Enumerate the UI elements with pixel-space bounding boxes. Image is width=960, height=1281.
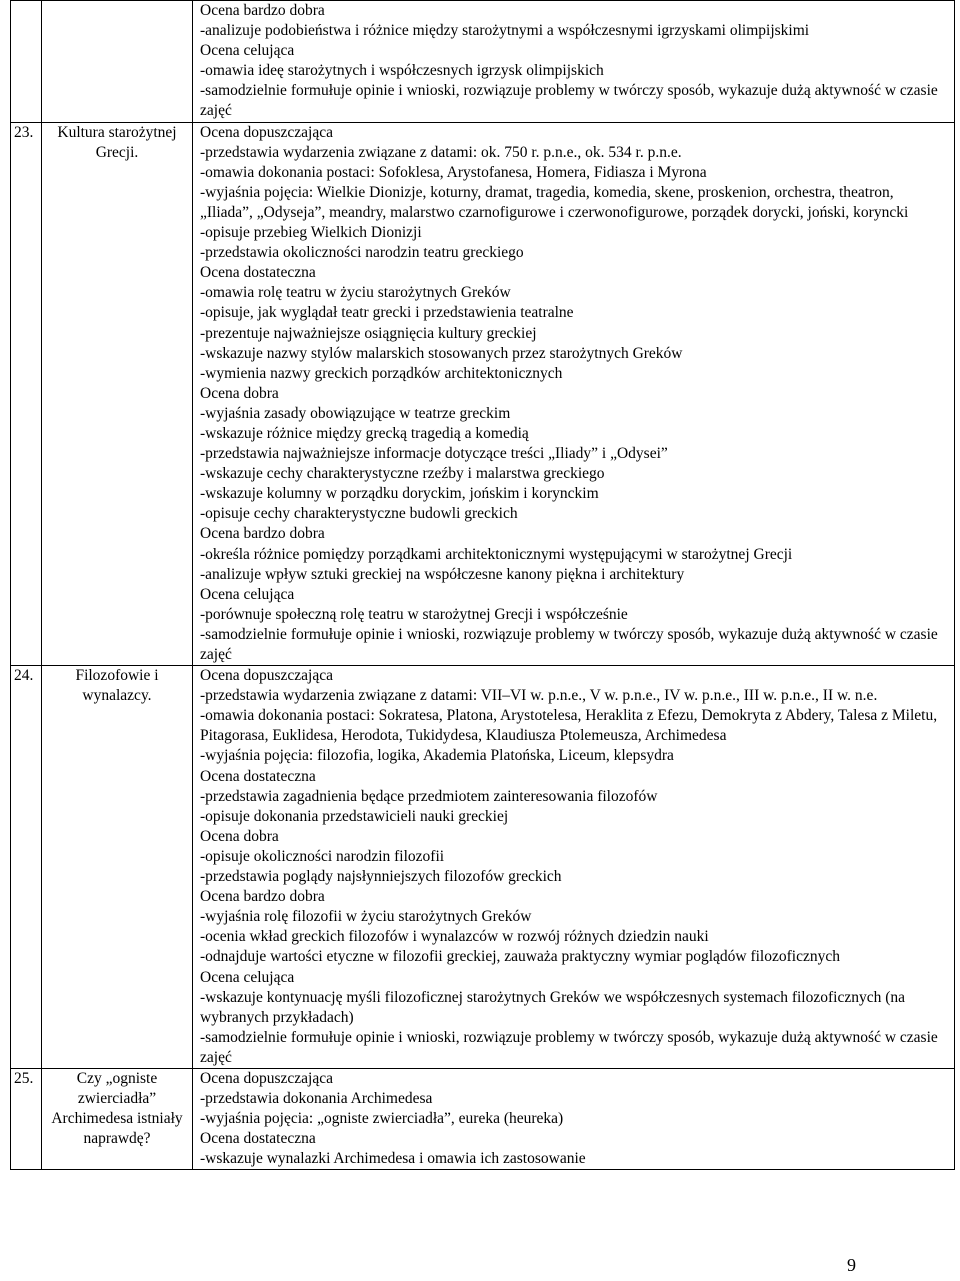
- requirement-item: -opisuje dokonania przedstawicieli nauki greckiej: [200, 807, 509, 825]
- grade-heading: Ocena dobra: [200, 384, 279, 402]
- requirement-item: -przedstawia najważniejsze informacje dotyczące treści „Iliady” i „Odysei”: [200, 445, 668, 463]
- requirement-item: -porównuje społeczną rolę teatru w starożytnej Grecji i współcześnie: [200, 605, 628, 623]
- curriculum-table: [10, 0, 955, 1170]
- requirement-item: -przedstawia wydarzenia związane z datami: VII–VI w. p.n.e., V w. p.n.e., IV w. p.n.e., III w. p.n.e., II w. n.e.: [200, 687, 878, 705]
- grade-heading: Ocena celująca: [200, 42, 295, 60]
- grade-heading: Ocena dostateczna: [200, 264, 316, 282]
- row-number: 23.: [11, 122, 42, 666]
- grade-heading: Ocena dostateczna: [200, 1130, 316, 1148]
- row-number: 25.: [11, 1068, 42, 1169]
- requirement-item: -prezentuje najważniejsze osiągnięcia kultury greckiej: [200, 324, 537, 342]
- requirement-item: -przedstawia dokonania Archimedesa: [200, 1090, 433, 1108]
- requirement-item: -wyjaśnia rolę filozofii w życiu starożytnych Greków: [200, 908, 532, 926]
- row-topic: Czy „ogniste zwierciadła” Archimedesa istniały naprawdę?: [42, 1068, 193, 1169]
- requirement-item: -określa różnice pomiędzy porządkami architektonicznymi występującymi w starożytnej Grecji: [200, 545, 793, 563]
- grade-heading: Ocena dostateczna: [200, 767, 316, 785]
- table-row: [11, 1068, 955, 1169]
- grade-heading: Ocena bardzo dobra: [200, 888, 325, 906]
- requirement-item: -opisuje cechy charakterystyczne budowli greckich: [200, 505, 518, 523]
- requirement-item: -samodzielnie formułuje opinie i wnioski, rozwiązuje problemy w twórczy sposób, wykazuje dużą aktywność w czasie zajęć: [200, 1028, 938, 1066]
- row-requirements: [193, 1068, 955, 1169]
- grade-heading: Ocena celująca: [200, 968, 295, 986]
- requirement-item: -wyjaśnia pojęcia: „ogniste zwierciadła”, eureka (heureka): [200, 1110, 564, 1128]
- grade-heading: Ocena dopuszczająca: [200, 123, 333, 141]
- requirement-item: -wskazuje nazwy stylów malarskich stosowanych przez starożytnych Greków: [200, 344, 683, 362]
- row-number: [11, 1, 42, 123]
- grade-heading: Ocena dopuszczająca: [200, 667, 333, 685]
- requirement-item: -wskazuje kolumny w porządku doryckim, jońskim i korynckim: [200, 485, 599, 503]
- requirement-item: -wskazuje cechy charakterystyczne rzeźby i malarstwa greckiego: [200, 465, 605, 483]
- requirement-item: -wymienia nazwy greckich porządków architektonicznych: [200, 364, 563, 382]
- requirement-item: -opisuje okoliczności narodzin filozofii: [200, 847, 445, 865]
- requirement-item: -samodzielnie formułuje opinie i wnioski, rozwiązuje problemy w twórczy sposób, wykazuje dużą aktywność w czasie zajęć: [200, 625, 938, 663]
- requirement-item: -omawia dokonania postaci: Sofoklesa, Arystofanesa, Homera, Fidiasza i Myrona: [200, 163, 707, 181]
- page-number: 9: [847, 1255, 856, 1275]
- requirement-item: -wyjaśnia zasady obowiązujące w teatrze greckim: [200, 404, 511, 422]
- requirement-item: -analizuje wpływ sztuki greckiej na współczesne kanony piękna i architektury: [200, 565, 685, 583]
- row-topic: [42, 1, 193, 123]
- row-topic: Filozofowie i wynalazcy.: [42, 666, 193, 1069]
- requirement-item: -omawia dokonania postaci: Sokratesa, Platona, Arystotelesa, Heraklita z Efezu, Demokryta z Abdery, Talesa z Miletu, Pitagorasa, Euklidesa, Herodota, Tukidydesa, Klaudiusza Ptolemeusza, Archimedesa: [200, 707, 938, 745]
- requirement-item: -opisuje przebieg Wielkich Dionizji: [200, 224, 422, 242]
- requirement-item: -omawia ideę starożytnych i współczesnych igrzysk olimpijskich: [200, 62, 604, 80]
- row-topic: Kultura starożytnej Grecji.: [42, 122, 193, 666]
- row-requirements: [193, 122, 955, 666]
- requirement-item: -wskazuje kontynuację myśli filozoficznej starożytnych Greków we współczesnych systemach filozoficznych (na wybranych przykładach): [200, 988, 906, 1026]
- row-number: 24.: [11, 666, 42, 1069]
- table-row: [11, 666, 955, 1069]
- grade-heading: Ocena dobra: [200, 827, 279, 845]
- requirement-item: -omawia rolę teatru w życiu starożytnych Greków: [200, 284, 511, 302]
- requirement-item: -wskazuje wynalazki Archimedesa i omawia ich zastosowanie: [200, 1150, 586, 1168]
- row-requirements: [193, 1, 955, 123]
- grade-heading: Ocena celująca: [200, 585, 295, 603]
- grade-heading: Ocena bardzo dobra: [200, 2, 325, 19]
- requirement-item: -samodzielnie formułuje opinie i wnioski, rozwiązuje problemy w twórczy sposób, wykazuje dużą aktywność w czasie zajęć: [200, 82, 938, 120]
- grade-heading: Ocena dopuszczająca: [200, 1069, 333, 1087]
- table-row: [11, 1, 955, 123]
- requirement-item: -wyjaśnia pojęcia: filozofia, logika, Akademia Platońska, Liceum, klepsydra: [200, 747, 674, 765]
- requirement-item: -wyjaśnia pojęcia: Wielkie Dionizje, koturny, dramat, tragedia, komedia, skene, proskenion, orchestra, theatron, „Iliada”, „Odyseja”, meandry, malarstwo czarnofigurowe i czerwonofigurowe, porządek dorycki, joński, koryncki: [200, 183, 909, 221]
- requirement-item: -przedstawia okoliczności narodzin teatru greckiego: [200, 244, 524, 262]
- row-requirements: [193, 666, 955, 1069]
- requirement-item: -odnajduje wartości etyczne w filozofii greckiej, zauważa praktyczny wymiar poglądów filozoficznych: [200, 948, 840, 966]
- requirement-item: -przedstawia zagadnienia będące przedmiotem zainteresowania filozofów: [200, 787, 658, 805]
- requirement-item: -przedstawia wydarzenia związane z datami: ok. 750 r. p.n.e., ok. 534 r. p.n.e.: [200, 143, 682, 161]
- requirement-item: -przedstawia poglądy najsłynniejszych filozofów greckich: [200, 868, 562, 886]
- table-body: [11, 1, 955, 1170]
- requirement-item: -analizuje podobieństwa i różnice między starożytnymi a współczesnymi igrzyskami olimpijskimi: [200, 22, 810, 40]
- table-row: [11, 122, 955, 666]
- grade-heading: Ocena bardzo dobra: [200, 525, 325, 543]
- requirement-item: -wskazuje różnice między grecką tragedią a komedią: [200, 424, 529, 442]
- requirement-item: -opisuje, jak wyglądał teatr grecki i przedstawienia teatralne: [200, 304, 574, 322]
- requirement-item: -ocenia wkład greckich filozofów i wynalazców w rozwój różnych dziedzin nauki: [200, 928, 709, 946]
